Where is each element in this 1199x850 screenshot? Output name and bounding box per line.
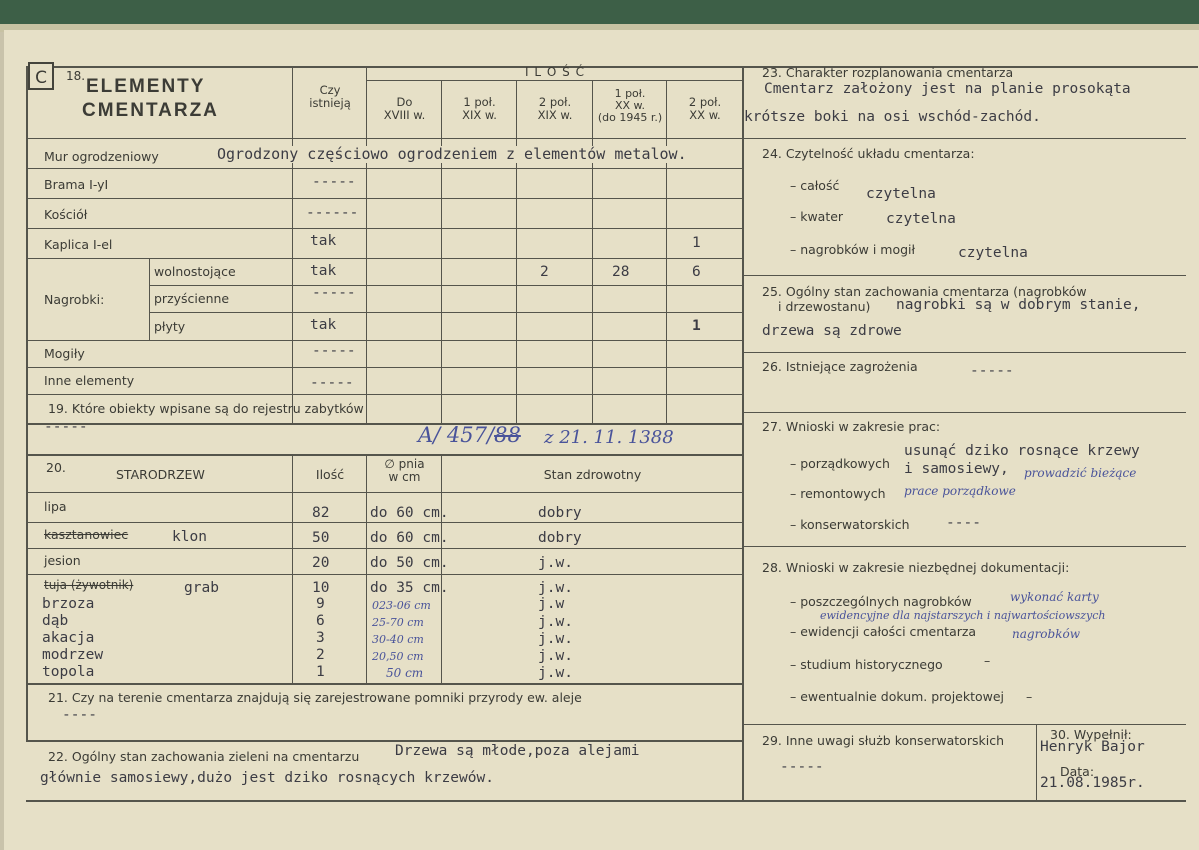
tree-state: j.w. xyxy=(538,614,573,630)
tree-diameter: 023-06 cm xyxy=(372,599,431,612)
tree-name-struck: tuja (żywotnik) xyxy=(44,578,134,592)
s22-value1: Drzewa są młode,poza alejami xyxy=(395,743,640,759)
s21-value: ---- xyxy=(62,707,97,723)
s28-studium-value: – xyxy=(984,653,991,668)
wolnostojace-p5: 6 xyxy=(692,264,701,280)
s25-value2: drzewa są zdrowe xyxy=(762,323,902,339)
s26-label: 26. Istniejące zagrożenia xyxy=(762,359,918,374)
row-line xyxy=(26,228,743,229)
inne-label: Inne elementy xyxy=(44,373,135,388)
s24-calosc-value: czytelna xyxy=(866,186,936,202)
title-line2: CMENTARZA xyxy=(82,100,219,121)
s27-konserwatorskich-label: – konserwatorskich xyxy=(790,517,910,532)
tree-diameter: do 60 cm. xyxy=(370,530,449,546)
tree-count: 3 xyxy=(316,630,325,646)
tree-name: brzoza xyxy=(42,596,95,612)
tree-state: j.w. xyxy=(538,665,573,681)
kaplica-period5: 1 xyxy=(692,235,701,251)
row-line xyxy=(26,522,743,523)
s26-value: ----- xyxy=(970,363,1014,379)
tree-state: j.w. xyxy=(538,555,573,571)
s22-value2: głównie samosiewy,dużo jest dziko rosnących krzewów. xyxy=(40,770,494,786)
s20-number: 20. xyxy=(46,460,66,475)
s28-poszczegolnych-label: – poszczególnych nagrobków xyxy=(790,594,972,609)
przyscienne-value: ----- xyxy=(312,285,356,301)
s25-value1: nagrobki są w dobrym stanie, xyxy=(896,297,1141,313)
section-line xyxy=(26,740,744,742)
col-line xyxy=(292,66,293,424)
s28-label: 28. Wnioski w zakresie niezbędnej dokumentacji: xyxy=(762,560,1070,575)
s27-remontowych-hw: prace porządkowe xyxy=(904,484,1016,498)
section-line xyxy=(742,412,1186,413)
s23-value1: Cmentarz założony jest na planie prosokąta xyxy=(764,81,1131,97)
wolnostojace-value: tak xyxy=(310,263,337,279)
s28-poszczegolnych-hw2: ewidencyjne dla najstarszych i najwartościowszych xyxy=(820,609,1106,622)
s27-porzadkowych-value2: i samosiewy, xyxy=(904,461,1009,477)
s24-calosc-label: – całość xyxy=(790,178,840,193)
tree-name-struck: kasztanowiec xyxy=(44,527,129,542)
brama-value: ----- xyxy=(312,174,356,190)
col-line xyxy=(366,66,367,424)
s28-ewidencji-label: – ewidencji całości cmentarza xyxy=(790,624,977,639)
period-2: 2 poł. XIX w. xyxy=(537,95,573,122)
s20-col-pnia: ∅ pnia w cm xyxy=(384,457,425,485)
s28-ewentualnie-label: – ewentualnie dokum. projektowej xyxy=(790,689,1005,704)
tree-state: j.w. xyxy=(538,631,573,647)
row-line xyxy=(26,198,743,199)
tree-name: lipa xyxy=(44,499,67,514)
tree-name: akacja xyxy=(42,630,95,646)
s30-label: 30. Wypełnił: xyxy=(1050,727,1132,742)
s22-label: 22. Ogólny stan zachowania zieleni na cmentarzu xyxy=(48,749,360,764)
tree-count: 9 xyxy=(316,596,325,612)
s28-ewidencji-hw: nagrobków xyxy=(1012,627,1080,641)
s19-handwritten-register: A/ 457/88 xyxy=(418,423,521,447)
wolnostojace-label: wolnostojące xyxy=(154,264,236,279)
border xyxy=(742,66,744,801)
col-line xyxy=(592,80,593,424)
row-line xyxy=(366,80,743,81)
row-line xyxy=(26,574,743,575)
s19-value: ----- xyxy=(44,419,88,435)
nagrobki-label: Nagrobki: xyxy=(44,292,105,307)
row-line xyxy=(26,168,743,169)
tree-diameter: 50 cm xyxy=(386,666,424,680)
border xyxy=(26,800,1186,802)
s30-name: Henryk Bajor xyxy=(1040,739,1145,755)
kaplica-value: tak xyxy=(310,233,337,249)
section-line xyxy=(26,423,744,425)
s24-nagrobkow-value: czytelna xyxy=(958,245,1028,261)
tree-diameter: 30-40 cm xyxy=(372,633,424,646)
s27-konserwatorskich-value: ---- xyxy=(946,515,981,531)
s27-porzadkowych-value1: usunąć dziko rosnące krzewy xyxy=(904,443,1140,459)
tree-state: j.w. xyxy=(538,648,573,664)
col-line xyxy=(666,80,667,424)
section-line xyxy=(742,724,1186,725)
period-3: 1 poł. XX w. (do 1945 r.) xyxy=(597,87,663,125)
s30-date: 21.08.1985r. xyxy=(1040,775,1145,791)
section-line xyxy=(742,138,1186,139)
period-4: 2 poł. XX w. xyxy=(688,95,722,122)
tree-name-alt: grab xyxy=(184,580,219,596)
section-line xyxy=(26,454,744,456)
inne-value: ----- xyxy=(310,375,354,391)
col-line xyxy=(1036,724,1037,802)
kaplica-label: Kaplica I-el xyxy=(44,237,113,252)
tree-name: topola xyxy=(42,664,95,680)
section-line xyxy=(742,275,1186,276)
przyscienne-label: przyścienne xyxy=(154,291,230,306)
tree-name: jesion xyxy=(44,553,81,568)
s30-date-label: Data: xyxy=(1060,764,1095,779)
tree-state: dobry xyxy=(538,530,582,546)
cemetery-record-card xyxy=(4,30,1199,850)
kosciol-label: Kościół xyxy=(44,207,88,222)
s29-value: ----- xyxy=(780,759,824,775)
col-line xyxy=(149,258,150,340)
tree-count: 2 xyxy=(316,647,325,663)
s20-col-stan: Stan zdrowotny xyxy=(543,467,642,482)
tree-count: 6 xyxy=(316,613,325,629)
col-ilosc: I L O Ś Ć xyxy=(525,65,585,79)
section-line xyxy=(742,352,1186,353)
mur-label: Mur ogrodzeniowy xyxy=(44,149,159,164)
tree-diameter: 20,50 cm xyxy=(372,650,424,663)
col-line xyxy=(292,454,293,684)
tree-diameter: do 50 cm. xyxy=(370,555,449,571)
s24-nagrobkow-label: – nagrobków i mogił xyxy=(790,242,916,257)
plyty-p5: 1 xyxy=(692,318,701,334)
row-line xyxy=(26,138,743,139)
row-line xyxy=(26,340,743,341)
tree-state: dobry xyxy=(538,505,582,521)
tree-count: 1 xyxy=(316,664,325,680)
row-line xyxy=(26,394,743,395)
tree-count: 50 xyxy=(312,530,330,546)
s24-label: 24. Czytelność układu cmentarza: xyxy=(762,146,975,161)
wolnostojace-p4: 28 xyxy=(612,264,630,280)
tree-name: modrzew xyxy=(42,647,104,663)
col-line xyxy=(516,80,517,424)
wolnostojace-p3: 2 xyxy=(540,264,549,280)
s19-handwritten-date: z 21. 11. 1388 xyxy=(544,427,674,448)
col-line xyxy=(441,80,442,424)
row-line xyxy=(26,492,743,493)
s28-studium-label: – studium historycznego xyxy=(790,657,943,672)
s29-label: 29. Inne uwagi służb konserwatorskich xyxy=(762,733,1004,748)
brama-label: Brama I-yI xyxy=(44,177,109,192)
section-line xyxy=(742,546,1186,547)
period-0: Do XVIII w. xyxy=(383,95,426,122)
mur-value: Ogrodzony częściowo ogrodzeniem z elementów metalow. xyxy=(217,145,687,163)
s20-col-ilosc: Ilość xyxy=(315,467,345,482)
s24-kwater-value: czytelna xyxy=(886,211,956,227)
s23-value2: krótsze boki na osi wschód-zachód. xyxy=(744,109,1041,125)
row-line xyxy=(26,367,743,368)
kosciol-value: ------ xyxy=(306,205,359,221)
s27-porzadkowych-hw: prowadzić bieżące xyxy=(1024,466,1137,480)
tree-count: 82 xyxy=(312,505,330,521)
period-1: 1 poł. XIX w. xyxy=(462,95,497,122)
mogily-value: ----- xyxy=(312,343,356,359)
s28-ewentualnie-value: – xyxy=(1026,689,1033,704)
tree-state: j.w. xyxy=(538,580,573,596)
s24-kwater-label: – kwater xyxy=(790,209,844,224)
s25-label2: i drzewostanu) xyxy=(778,299,871,314)
s27-remontowych-label: – remontowych xyxy=(790,486,886,501)
col-line xyxy=(366,454,367,684)
tree-count: 20 xyxy=(312,555,330,571)
tree-diameter: do 60 cm. xyxy=(370,505,449,521)
tree-state: j.w xyxy=(538,596,565,612)
tree-count: 10 xyxy=(312,580,330,596)
s27-label: 27. Wnioski w zakresie prac: xyxy=(762,419,941,434)
plyty-value: tak xyxy=(310,317,337,333)
s21-label: 21. Czy na terenie cmentarza znajdują się zarejestrowane pomniki przyrody ew. aleje xyxy=(48,690,582,705)
section-letter-box: C xyxy=(28,62,54,90)
s19-label: 19. Które obiekty wpisane są do rejestru zabytków xyxy=(48,401,364,416)
col-czy-istnieja: Czy istnieją xyxy=(309,83,351,110)
tree-diameter: 25-70 cm xyxy=(372,616,424,629)
s25-label1: 25. Ogólny stan zachowania cmentarza (nagrobków xyxy=(762,284,1087,299)
row-line xyxy=(26,548,743,549)
mogily-label: Mogiły xyxy=(44,346,85,361)
s23-label: 23. Charakter rozplanowania cmentarza xyxy=(762,65,1014,80)
tree-name-alt: klon xyxy=(172,529,207,545)
tree-diameter: do 35 cm. xyxy=(370,580,449,596)
section-line xyxy=(26,683,744,685)
row-line xyxy=(149,285,743,286)
section-number: 18. xyxy=(66,69,86,83)
s28-poszczegolnych-hw1: wykonać karty xyxy=(1010,590,1099,604)
row-line xyxy=(149,312,743,313)
s20-header: STARODRZEW xyxy=(116,467,205,482)
row-line xyxy=(26,258,743,259)
plyty-label: płyty xyxy=(154,319,186,334)
tree-name: dąb xyxy=(42,613,69,629)
title-line1: ELEMENTY xyxy=(86,76,206,97)
s27-porzadkowych-label: – porządkowych xyxy=(790,456,890,471)
